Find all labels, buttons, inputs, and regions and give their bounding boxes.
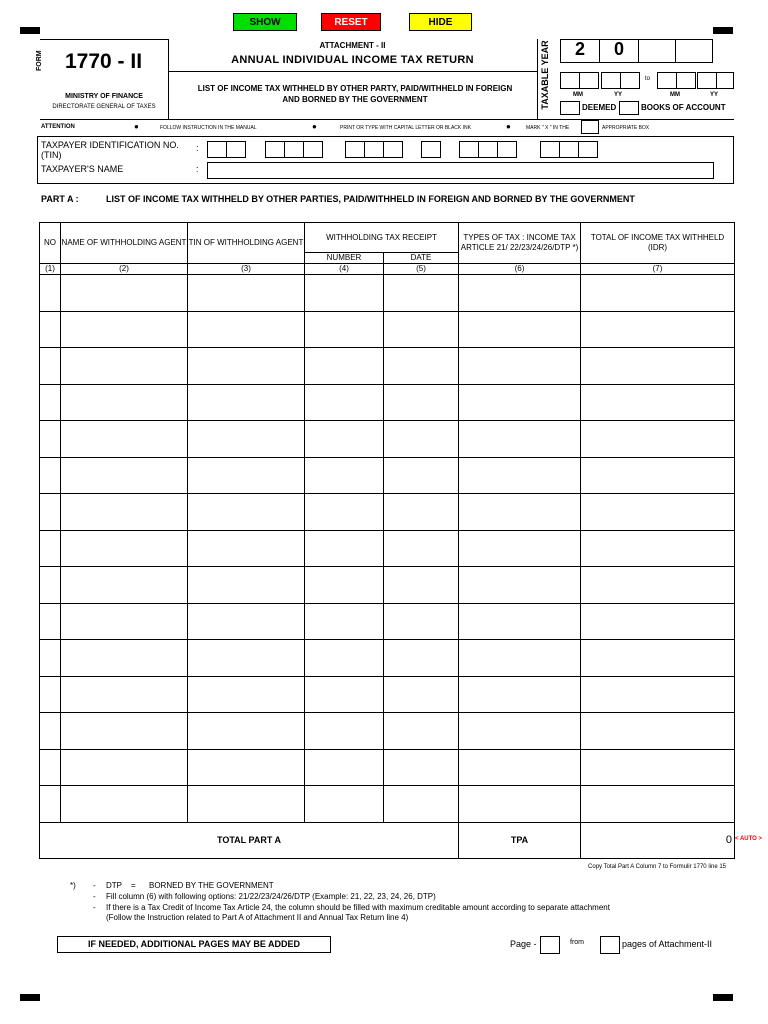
mm-label: MM	[573, 92, 583, 98]
corner-marker	[713, 994, 733, 1001]
table-cell[interactable]	[40, 786, 61, 823]
total-row	[40, 822, 735, 858]
start-yy-1[interactable]	[601, 72, 621, 89]
table-cell[interactable]	[384, 457, 459, 494]
table-cell[interactable]	[188, 567, 305, 604]
table-cell[interactable]	[61, 749, 188, 786]
table-cell[interactable]	[581, 786, 735, 823]
table-cell[interactable]	[459, 713, 581, 750]
table-cell[interactable]	[188, 311, 305, 348]
bullet-icon: ●	[134, 122, 139, 131]
tin-digit-box[interactable]	[226, 141, 246, 158]
year-digit-3[interactable]	[638, 39, 676, 63]
bullet-icon: ●	[312, 122, 317, 131]
tin-digit-box[interactable]	[383, 141, 403, 158]
note-line: Fill column (6) with following options: 21/22/23/24/26/DTP (Example: 21, 22, 23, 24, 26, DTP)	[106, 892, 436, 901]
tin-digit-box[interactable]	[578, 141, 598, 158]
taxable-year-label: TAXABLE YEAR	[540, 40, 550, 110]
bullet-icon: ●	[506, 122, 511, 131]
column-number: (2)	[61, 264, 188, 275]
table-cell[interactable]	[581, 713, 735, 750]
form-label: FORM	[36, 50, 43, 71]
table-cell[interactable]	[459, 457, 581, 494]
table-row	[40, 494, 735, 531]
table-cell[interactable]	[188, 348, 305, 385]
note-line: If there is a Tax Credit of Income Tax Article 24, the column should be filled with maximum creditable amount according to separate attachment	[106, 903, 610, 912]
table-cell[interactable]	[581, 348, 735, 385]
tin-digit-box[interactable]	[364, 141, 384, 158]
table-cell[interactable]	[459, 603, 581, 640]
table-cell[interactable]	[581, 567, 735, 604]
tpa-label: TPA	[459, 822, 581, 858]
note-dash: -	[93, 881, 96, 890]
tin-digit-box[interactable]	[265, 141, 285, 158]
copy-note: Copy Total Part A Column 7 to Formulir 1770 line 15	[588, 864, 726, 870]
attention-item: MARK " X " IN THE	[526, 125, 570, 131]
table-cell[interactable]	[305, 676, 384, 713]
attention-item: PRINT OR TYPE WITH CAPITAL LETTER OR BLACK INK	[340, 125, 471, 131]
note-equals: =	[131, 881, 136, 890]
table-row	[40, 786, 735, 823]
table-cell[interactable]	[188, 603, 305, 640]
end-yy-2[interactable]	[716, 72, 734, 89]
tin-digit-box[interactable]	[207, 141, 227, 158]
table-cell[interactable]	[459, 530, 581, 567]
total-part-a-label: TOTAL PART A	[40, 822, 459, 858]
table-row	[40, 348, 735, 385]
table-cell[interactable]	[188, 640, 305, 677]
header-receipt-date: DATE	[384, 253, 459, 264]
table-cell[interactable]	[40, 275, 61, 312]
directorate-label: DIRECTORATE GENERAL OF TAXES	[52, 104, 156, 110]
column-number: (1)	[40, 264, 61, 275]
table-cell[interactable]	[305, 603, 384, 640]
table-cell[interactable]	[581, 676, 735, 713]
table-cell[interactable]	[188, 749, 305, 786]
table-cell[interactable]	[40, 421, 61, 458]
table-cell[interactable]	[40, 749, 61, 786]
end-mm-2[interactable]	[676, 72, 696, 89]
header-receipt-number: NUMBER	[305, 253, 384, 264]
table-cell[interactable]	[384, 494, 459, 531]
table-cell[interactable]	[61, 713, 188, 750]
table-cell[interactable]	[459, 494, 581, 531]
table-cell[interactable]	[305, 494, 384, 531]
attachment-label: ATTACHMENT - II	[319, 41, 386, 50]
table-cell[interactable]	[61, 457, 188, 494]
table-cell[interactable]	[61, 421, 188, 458]
table-cell[interactable]	[61, 640, 188, 677]
table-cell[interactable]	[305, 421, 384, 458]
colon: :	[196, 143, 199, 153]
table-cell[interactable]	[40, 713, 61, 750]
table-cell[interactable]	[581, 384, 735, 421]
table-cell[interactable]	[581, 275, 735, 312]
books-checkbox[interactable]	[619, 101, 639, 115]
corner-marker	[713, 27, 733, 34]
table-cell[interactable]	[384, 275, 459, 312]
table-cell[interactable]	[40, 676, 61, 713]
header-no: NO	[40, 223, 61, 264]
table-cell[interactable]	[188, 457, 305, 494]
total-value: 0	[581, 822, 735, 858]
table-cell[interactable]	[384, 421, 459, 458]
table-cell[interactable]	[40, 494, 61, 531]
part-a-title: LIST OF INCOME TAX WITHHELD BY OTHER PARTIES, PAID/WITHHELD IN FOREIGN AND BORNED BY THE GOVERNMENT	[106, 194, 635, 204]
table-cell[interactable]	[459, 348, 581, 385]
column-number: (3)	[188, 264, 305, 275]
table-cell[interactable]	[61, 494, 188, 531]
table-cell[interactable]	[581, 603, 735, 640]
table-row	[40, 603, 735, 640]
table-cell[interactable]	[581, 494, 735, 531]
tin-digit-box[interactable]	[345, 141, 365, 158]
table-cell[interactable]	[459, 567, 581, 604]
tin-digit-box[interactable]	[478, 141, 498, 158]
attention-item: FOLLOW INSTRUCTION IN THE MANUAL	[160, 125, 257, 131]
table-cell[interactable]	[61, 348, 188, 385]
header-agent-name: NAME OF WITHHOLDING AGENT	[61, 223, 188, 264]
column-number-row	[40, 264, 735, 275]
tin-digit-box[interactable]	[559, 141, 579, 158]
from-label: from	[570, 939, 584, 946]
table-cell[interactable]	[40, 530, 61, 567]
table-row	[40, 457, 735, 494]
table-cell[interactable]	[305, 457, 384, 494]
table-cell[interactable]	[40, 640, 61, 677]
table-cell[interactable]	[188, 676, 305, 713]
table-cell[interactable]	[459, 676, 581, 713]
table-cell[interactable]	[384, 348, 459, 385]
table-cell[interactable]	[188, 713, 305, 750]
table-cell[interactable]	[384, 311, 459, 348]
table-cell[interactable]	[61, 603, 188, 640]
table-cell[interactable]	[305, 348, 384, 385]
table-cell[interactable]	[384, 713, 459, 750]
header-agent-tin: TIN OF WITHHOLDING AGENT	[188, 223, 305, 264]
ministry-label: MINISTRY OF FINANCE	[65, 93, 143, 100]
table-cell[interactable]	[188, 494, 305, 531]
note-dash: -	[93, 903, 96, 912]
note-dtp: DTP	[106, 881, 122, 890]
table-cell[interactable]	[384, 676, 459, 713]
table-cell[interactable]	[459, 311, 581, 348]
table-row	[40, 713, 735, 750]
table-row	[40, 421, 735, 458]
table-row	[40, 311, 735, 348]
table-cell[interactable]	[459, 421, 581, 458]
table-cell[interactable]	[459, 786, 581, 823]
table-cell[interactable]	[305, 713, 384, 750]
tin-digit-box[interactable]	[303, 141, 323, 158]
table-cell[interactable]	[581, 457, 735, 494]
books-label: BOOKS OF ACCOUNT	[641, 103, 726, 112]
hide-button[interactable]: HIDE	[409, 13, 472, 31]
start-yy-2[interactable]	[620, 72, 640, 89]
table-cell[interactable]	[40, 603, 61, 640]
table-cell[interactable]	[61, 530, 188, 567]
table-cell[interactable]	[581, 311, 735, 348]
table-cell[interactable]	[305, 384, 384, 421]
table-cell[interactable]	[581, 640, 735, 677]
note-marker: *)	[70, 881, 76, 890]
total-pages-input[interactable]	[600, 936, 620, 954]
additional-pages-note: IF NEEDED, ADDITIONAL PAGES MAY BE ADDED	[57, 936, 331, 953]
part-a-label: PART A :	[41, 194, 79, 204]
tin-label: TAXPAYER IDENTIFICATION NO. (TIN)	[41, 140, 179, 160]
table-cell[interactable]	[459, 384, 581, 421]
column-number: (7)	[581, 264, 735, 275]
table-cell[interactable]	[188, 530, 305, 567]
yy-label: YY	[614, 92, 623, 98]
table-cell[interactable]	[188, 275, 305, 312]
table-cell[interactable]	[384, 749, 459, 786]
table-cell[interactable]	[61, 275, 188, 312]
end-mm-1[interactable]	[657, 72, 677, 89]
table-row	[40, 749, 735, 786]
withholding-table	[39, 222, 735, 859]
tin-digit-box[interactable]	[497, 141, 517, 158]
table-row	[40, 384, 735, 421]
table-cell[interactable]	[459, 275, 581, 312]
header-receipt: WITHHOLDING TAX RECEIPT	[305, 223, 459, 253]
table-cell[interactable]	[384, 603, 459, 640]
table-cell[interactable]	[61, 384, 188, 421]
attention-label: ATTENTION	[41, 124, 75, 130]
page-number-input[interactable]	[540, 936, 560, 954]
table-cell[interactable]	[40, 384, 61, 421]
table-row	[40, 640, 735, 677]
table-cell[interactable]	[384, 530, 459, 567]
table-cell[interactable]	[305, 749, 384, 786]
header-total-withheld: TOTAL OF INCOME TAX WITHHELD (IDR)	[581, 223, 735, 264]
table-cell[interactable]	[384, 384, 459, 421]
note-borned: BORNED BY THE GOVERNMENT	[149, 881, 274, 890]
table-cell[interactable]	[581, 530, 735, 567]
corner-marker	[20, 27, 40, 34]
table-cell[interactable]	[61, 676, 188, 713]
reset-button[interactable]: RESET	[321, 13, 381, 31]
table-row	[40, 567, 735, 604]
table-cell[interactable]	[384, 786, 459, 823]
colon: :	[196, 164, 199, 174]
deemed-checkbox[interactable]	[560, 101, 580, 115]
note-dash: -	[93, 892, 96, 901]
table-cell[interactable]	[61, 786, 188, 823]
table-cell[interactable]	[459, 749, 581, 786]
column-number: (6)	[459, 264, 581, 275]
year-digit-1: 2	[574, 39, 585, 59]
year-digit-2: 0	[613, 39, 624, 59]
tin-digit-box[interactable]	[540, 141, 560, 158]
note-line: (Follow the Instruction related to Part A of Attachment II and Annual Tax Return line 4)	[106, 913, 409, 922]
show-button[interactable]: SHOW	[233, 13, 297, 31]
table-row	[40, 676, 735, 713]
table-row	[40, 275, 735, 312]
attention-item: APPROPRIATE BOX	[602, 125, 650, 131]
table-cell[interactable]	[61, 567, 188, 604]
tin-digit-box[interactable]	[459, 141, 479, 158]
table-cell[interactable]	[188, 384, 305, 421]
page-title: ANNUAL INDIVIDUAL INCOME TAX RETURN	[231, 54, 474, 66]
auto-label: < AUTO >	[735, 836, 763, 842]
page-label: Page -	[510, 939, 537, 949]
column-number: (5)	[384, 264, 459, 275]
table-cell[interactable]	[384, 640, 459, 677]
table-cell[interactable]	[305, 786, 384, 823]
header-tax-type: TYPES OF TAX : INCOME TAX ARTICLE 21/ 22/23/24/26/DTP *)	[459, 223, 581, 264]
table-cell[interactable]	[581, 421, 735, 458]
column-number: (4)	[305, 264, 384, 275]
table-cell[interactable]	[188, 421, 305, 458]
table-cell[interactable]	[40, 567, 61, 604]
page-subtitle: LIST OF INCOME TAX WITHHELD BY OTHER PARTY, PAID/WITHHELD IN FOREIGN AND BORNED BY THE GOVERNMENT	[197, 84, 513, 104]
to-label: to	[645, 76, 651, 82]
table-cell[interactable]	[40, 311, 61, 348]
yy-label: YY	[710, 92, 719, 98]
name-label: TAXPAYER'S NAME	[41, 164, 124, 174]
mm-label: MM	[670, 92, 680, 98]
table-cell[interactable]	[459, 640, 581, 677]
table-cell[interactable]	[61, 311, 188, 348]
pages-of-label: pages of Attachment-II	[622, 939, 713, 949]
corner-marker	[20, 994, 40, 1001]
table-cell[interactable]	[305, 311, 384, 348]
start-mm-2[interactable]	[579, 72, 599, 89]
table-cell[interactable]	[581, 749, 735, 786]
table-cell[interactable]	[305, 640, 384, 677]
end-yy-1[interactable]	[697, 72, 717, 89]
year-digit-4[interactable]	[675, 39, 713, 63]
tin-digit-box[interactable]	[421, 141, 441, 158]
table-cell[interactable]	[40, 348, 61, 385]
table-cell[interactable]	[40, 457, 61, 494]
table-row	[40, 530, 735, 567]
table-cell[interactable]	[305, 567, 384, 604]
taxpayer-name-input[interactable]	[207, 162, 714, 179]
table-cell[interactable]	[188, 786, 305, 823]
table-cell[interactable]	[305, 275, 384, 312]
table-cell[interactable]	[305, 530, 384, 567]
sample-mark-box	[581, 120, 599, 134]
table-cell[interactable]	[384, 567, 459, 604]
start-mm-1[interactable]	[560, 72, 580, 89]
deemed-label: DEEMED	[582, 103, 617, 112]
form-number: 1770 - II	[65, 50, 143, 73]
tin-digit-box[interactable]	[284, 141, 304, 158]
